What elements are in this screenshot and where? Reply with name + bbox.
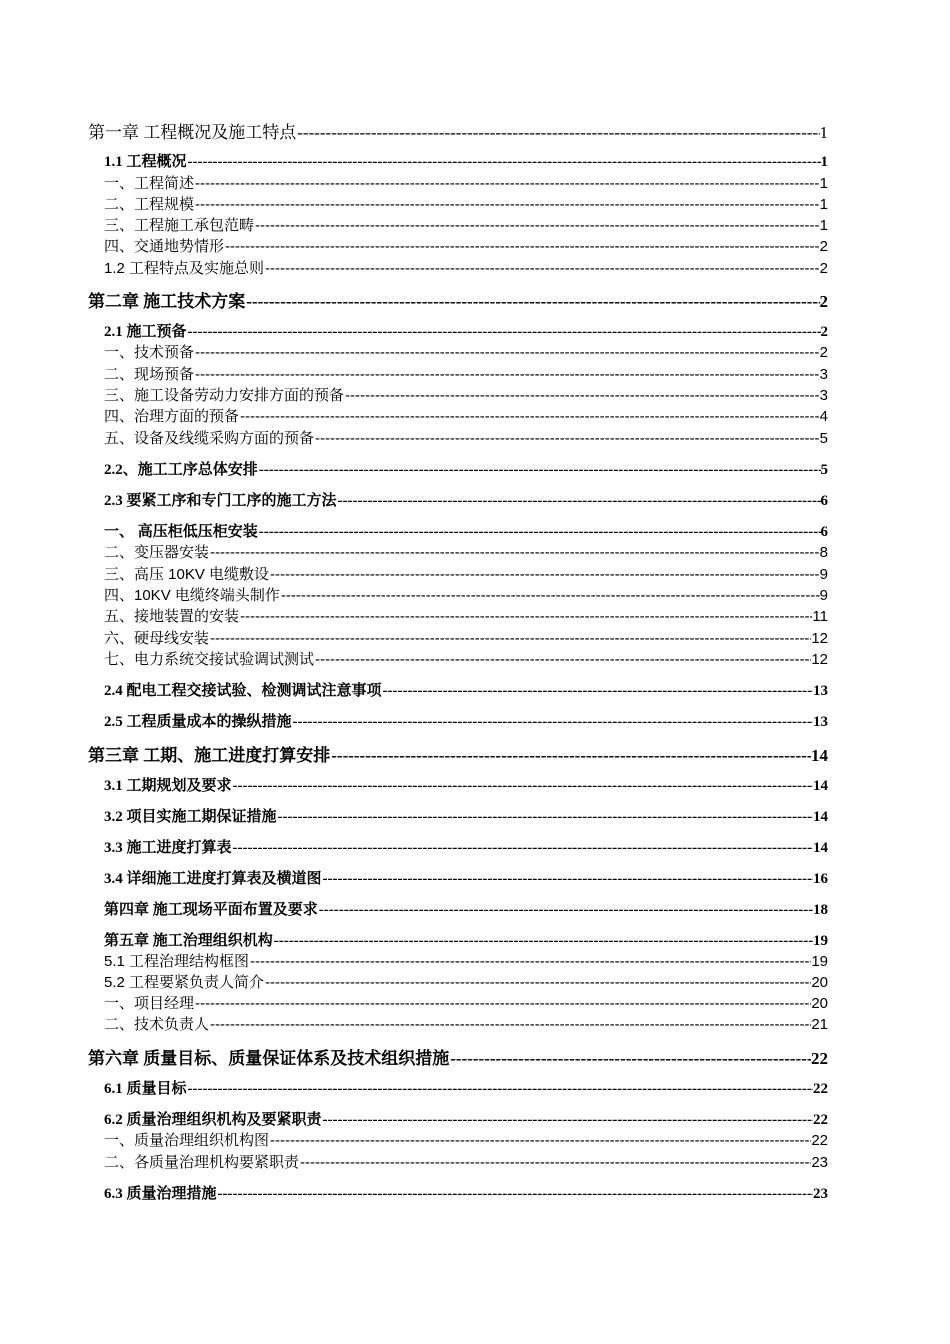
toc-page: 12 bbox=[811, 651, 828, 668]
toc-leader bbox=[265, 974, 811, 991]
toc-entry bbox=[104, 1182, 828, 1203]
toc-page: 14 bbox=[811, 746, 828, 765]
toc-entry bbox=[104, 384, 828, 405]
toc-leader bbox=[188, 324, 821, 341]
toc-title: 6.1 质量目标 bbox=[104, 1081, 187, 1097]
toc-page: 12 bbox=[811, 630, 828, 647]
toc-entry bbox=[104, 363, 828, 384]
toc-entry bbox=[104, 150, 828, 171]
toc-leader bbox=[323, 871, 813, 888]
toc-entry bbox=[104, 627, 828, 648]
toc-page: 6 bbox=[820, 493, 828, 509]
toc-page: 19 bbox=[811, 953, 828, 970]
toc-leader bbox=[293, 714, 813, 731]
toc-page: 18 bbox=[813, 902, 828, 918]
toc-entry bbox=[104, 992, 828, 1013]
toc-title: 四、治理方面的预备 bbox=[104, 408, 240, 425]
toc-entry bbox=[104, 679, 828, 700]
toc-entry bbox=[104, 898, 828, 919]
toc-title: 一、质量治理组织机构图 bbox=[104, 1132, 270, 1149]
toc-page: 9 bbox=[819, 566, 828, 583]
toc-title: 一、技术预备 bbox=[104, 344, 195, 361]
toc-title: 5.2 工程要紧负责人简介 bbox=[104, 974, 265, 991]
toc-entry bbox=[104, 172, 828, 193]
toc-leader bbox=[210, 630, 811, 647]
toc-entry bbox=[88, 287, 828, 312]
toc-page: 1 bbox=[819, 196, 828, 213]
toc-leader bbox=[250, 953, 811, 970]
toc-leader bbox=[345, 387, 820, 404]
toc-leader bbox=[281, 587, 820, 604]
toc-page: 14 bbox=[813, 778, 828, 794]
toc-leader bbox=[225, 238, 820, 255]
toc-page: 22 bbox=[811, 1049, 828, 1068]
toc-leader bbox=[195, 995, 811, 1012]
toc-title: 七、电力系统交接试验调试测试 bbox=[104, 651, 315, 668]
toc-entry bbox=[104, 235, 828, 256]
toc-page: 3 bbox=[819, 387, 828, 404]
toc-page: 9 bbox=[819, 587, 828, 604]
toc-leader bbox=[195, 344, 820, 361]
toc-page: 23 bbox=[811, 1154, 828, 1171]
toc-page: 22 bbox=[813, 1112, 828, 1128]
toc-page: 2 bbox=[819, 344, 828, 361]
toc-entry bbox=[104, 563, 828, 584]
toc-title: 二、技术负责人 bbox=[104, 1016, 210, 1033]
toc-page: 8 bbox=[819, 544, 828, 561]
toc-leader bbox=[274, 933, 813, 950]
toc-entry bbox=[104, 341, 828, 362]
toc-entry bbox=[104, 929, 828, 950]
toc-leader bbox=[195, 196, 820, 213]
toc-page: 1 bbox=[819, 123, 828, 142]
toc-page: 14 bbox=[813, 809, 828, 825]
toc-leader bbox=[233, 840, 813, 857]
toc-title: 二、工程规模 bbox=[104, 196, 195, 213]
toc-entry bbox=[104, 193, 828, 214]
toc-page: 2 bbox=[820, 324, 828, 340]
toc-page: 16 bbox=[813, 871, 828, 887]
toc-entry bbox=[104, 520, 828, 541]
toc-leader bbox=[300, 1154, 811, 1171]
toc-title: 第三章 工期、施工进度打算安排 bbox=[88, 746, 331, 765]
toc-title: 第四章 施工现场平面布置及要求 bbox=[104, 902, 318, 918]
toc-title: 6.2 质量治理组织机构及要紧职责 bbox=[104, 1112, 322, 1128]
toc-title: 六、硬母线安装 bbox=[104, 630, 210, 647]
toc-leader bbox=[210, 1016, 811, 1033]
toc-leader bbox=[218, 1186, 813, 1203]
toc-title: 一、工程简述 bbox=[104, 175, 195, 192]
toc-leader bbox=[188, 154, 821, 171]
toc-leader bbox=[265, 260, 820, 277]
toc-leader bbox=[450, 1049, 811, 1069]
toc-title: 6.3 质量治理措施 bbox=[104, 1186, 217, 1202]
toc-page: 20 bbox=[811, 974, 828, 991]
toc-title: 二、各质量治理机构要紧职责 bbox=[104, 1154, 300, 1171]
toc-leader bbox=[195, 175, 820, 192]
toc-title: 三、施工设备劳动力安排方面的预备 bbox=[104, 387, 345, 404]
toc-title: 3.1 工期规划及要求 bbox=[104, 778, 232, 794]
toc-leader bbox=[240, 608, 812, 625]
toc-page: 13 bbox=[813, 683, 828, 699]
toc-leader bbox=[240, 408, 820, 425]
toc-page: 5 bbox=[820, 462, 828, 478]
toc-title: 3.4 详细施工进度打算表及横道图 bbox=[104, 871, 322, 887]
toc-page: 14 bbox=[813, 840, 828, 856]
toc-title: 第二章 施工技术方案 bbox=[88, 292, 246, 311]
toc-leader bbox=[331, 746, 811, 766]
toc-entry bbox=[104, 320, 828, 341]
toc-entry bbox=[104, 1151, 828, 1172]
toc-entry bbox=[104, 214, 828, 235]
toc-entry bbox=[104, 541, 828, 562]
toc-leader bbox=[195, 366, 820, 383]
toc-title: 5.1 工程治理结构框图 bbox=[104, 953, 250, 970]
toc-leader bbox=[297, 123, 819, 143]
toc-entry bbox=[104, 648, 828, 669]
toc-title: 一、 高压柜低压柜安装 bbox=[104, 524, 258, 540]
toc-page: 4 bbox=[819, 408, 828, 425]
toc-page: 13 bbox=[813, 714, 828, 730]
toc-entry bbox=[88, 741, 828, 766]
toc-leader bbox=[255, 217, 820, 234]
toc-title: 第五章 施工治理组织机构 bbox=[104, 933, 273, 949]
toc-entry bbox=[104, 1108, 828, 1129]
toc-page: 5 bbox=[819, 430, 828, 447]
toc-page: 1 bbox=[819, 175, 828, 192]
toc-title: 2.5 工程质量成本的操纵措施 bbox=[104, 714, 292, 730]
toc-leader bbox=[278, 809, 813, 826]
toc-leader bbox=[270, 566, 820, 583]
toc-entry bbox=[104, 867, 828, 888]
toc-title: 第一章 工程概况及施工特点 bbox=[88, 123, 297, 142]
toc-entry bbox=[104, 405, 828, 426]
toc-title: 一、项目经理 bbox=[104, 995, 195, 1012]
toc-title: 二、现场预备 bbox=[104, 366, 195, 383]
toc-title: 第六章 质量目标、质量保证体系及技术组织措施 bbox=[88, 1049, 450, 1068]
toc-title: 2.2、施工工序总体安排 bbox=[104, 462, 258, 478]
toc-page: 2 bbox=[819, 292, 828, 311]
toc-title: 2.4 配电工程交接试验、检测调试注意事项 bbox=[104, 683, 382, 699]
toc-leader bbox=[315, 651, 811, 668]
toc-title: 四、10KV 电缆终端头制作 bbox=[104, 587, 280, 604]
toc-title: 3.3 施工进度打算表 bbox=[104, 840, 232, 856]
toc-entry bbox=[104, 971, 828, 992]
toc-page: 23 bbox=[813, 1186, 828, 1202]
toc-title: 2.1 施工预备 bbox=[104, 324, 187, 340]
toc-title: 2.3 要紧工序和专门工序的施工方法 bbox=[104, 493, 337, 509]
toc-page: 21 bbox=[811, 1016, 828, 1033]
toc-leader bbox=[319, 902, 813, 919]
toc-title: 五、接地装置的安装 bbox=[104, 608, 240, 625]
toc-title: 3.2 项目实施工期保证措施 bbox=[104, 809, 277, 825]
toc-leader bbox=[188, 1081, 813, 1098]
toc-leader bbox=[323, 1112, 813, 1129]
toc-leader bbox=[210, 544, 820, 561]
toc-entry bbox=[104, 257, 828, 278]
toc-leader bbox=[233, 778, 813, 795]
toc-title: 二、变压器安装 bbox=[104, 544, 210, 561]
toc-leader bbox=[259, 462, 821, 479]
toc-entry bbox=[104, 427, 828, 448]
toc-leader bbox=[315, 430, 820, 447]
toc-leader bbox=[246, 292, 819, 312]
toc-page: 19 bbox=[813, 933, 828, 949]
toc-entry bbox=[104, 1013, 828, 1034]
toc-title: 五、设备及线缆采购方面的预备 bbox=[104, 430, 315, 447]
toc-page: 3 bbox=[819, 366, 828, 383]
toc-title: 四、交通地势情形 bbox=[104, 238, 225, 255]
toc-title: 三、工程施工承包范畴 bbox=[104, 217, 255, 234]
toc-page: 11 bbox=[812, 608, 828, 625]
toc-leader bbox=[383, 683, 813, 700]
toc-title: 1.1 工程概况 bbox=[104, 154, 187, 170]
toc-page: 1 bbox=[820, 154, 828, 170]
toc-page: 2 bbox=[819, 260, 828, 277]
toc-entry bbox=[104, 950, 828, 971]
toc-entry bbox=[104, 584, 828, 605]
toc-entry bbox=[104, 774, 828, 795]
toc-page: 20 bbox=[811, 995, 828, 1012]
toc-page: 2 bbox=[819, 238, 828, 255]
toc-entry bbox=[104, 489, 828, 510]
toc-entry bbox=[88, 118, 828, 143]
toc-page: 6 bbox=[820, 524, 828, 540]
toc-page: 22 bbox=[813, 1081, 828, 1097]
toc-title: 1.2 工程特点及实施总则 bbox=[104, 260, 265, 277]
toc-leader bbox=[270, 1132, 811, 1149]
toc-leader bbox=[259, 524, 821, 541]
toc-title: 三、高压 10KV 电缆敷设 bbox=[104, 566, 270, 583]
toc-entry bbox=[104, 605, 828, 626]
toc-page: 22 bbox=[811, 1132, 828, 1149]
toc-leader bbox=[338, 493, 821, 510]
toc-entry bbox=[104, 805, 828, 826]
toc-entry bbox=[104, 1129, 828, 1150]
toc-entry bbox=[104, 458, 828, 479]
toc-entry bbox=[88, 1044, 828, 1069]
toc-entry bbox=[104, 1077, 828, 1098]
toc-entry bbox=[104, 710, 828, 731]
toc-page: 1 bbox=[819, 217, 828, 234]
toc-entry bbox=[104, 836, 828, 857]
